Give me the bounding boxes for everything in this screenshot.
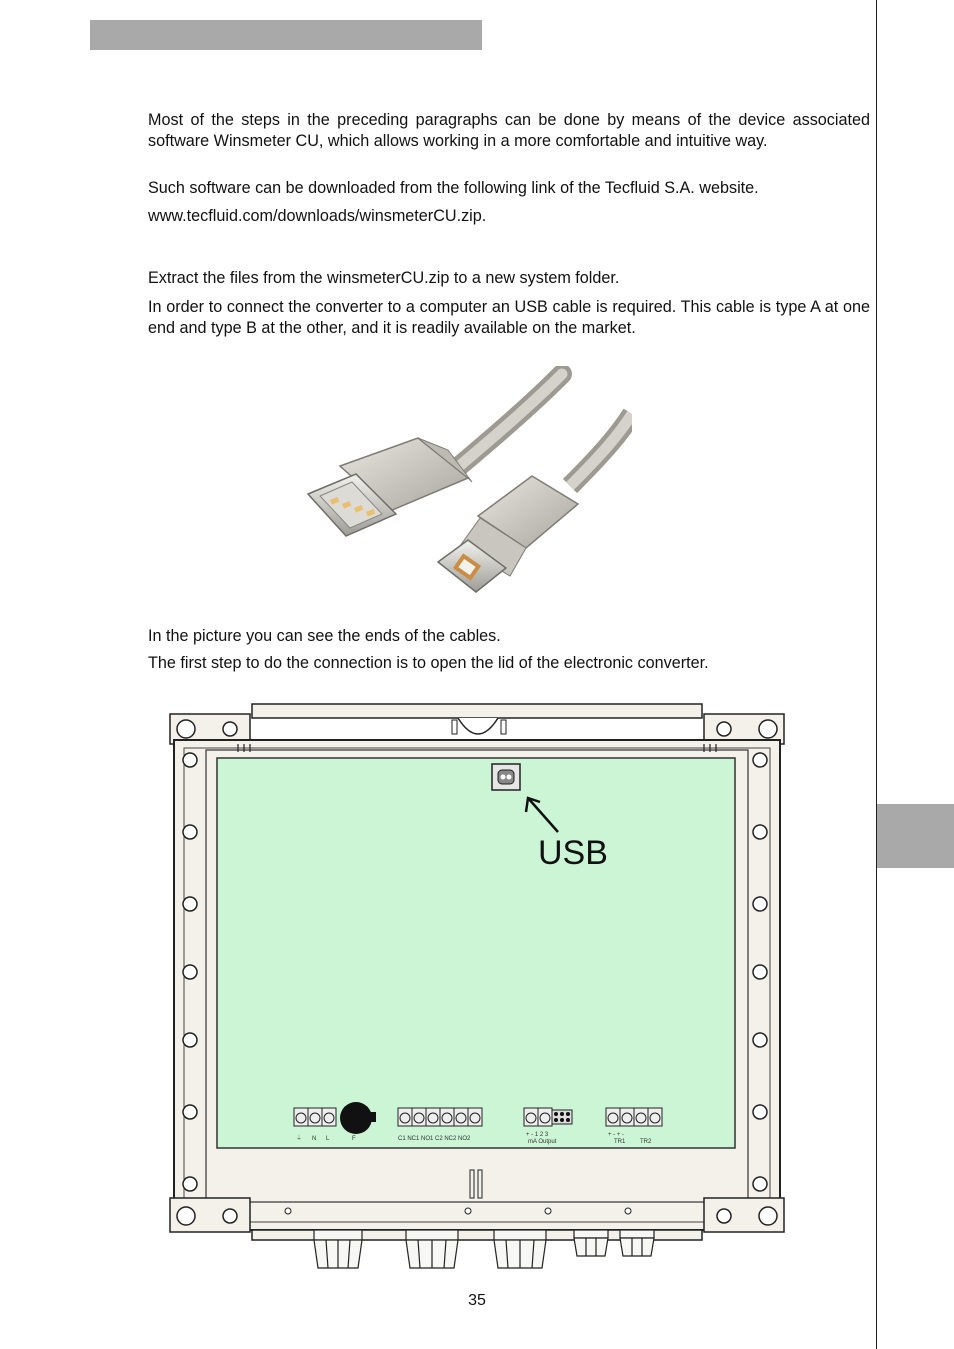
terminal-label-relays: C1 NC1 NO1 C2 NC2 NO2 [398,1136,471,1142]
chapter-side-tab [877,804,954,868]
terminal-label-tr2: TR2 [640,1139,652,1145]
header-bar [90,20,482,50]
paragraph-usb-cable: In order to connect the converter to a computer an USB cable is required. This cable is type A at one end and type B at the other, and it is readily available on the market. [148,298,870,337]
terminal-label-l: L [326,1136,330,1142]
paragraph-download: Such software can be downloaded from the following link of the Tecfluid S.A. website. [148,179,759,197]
usb-cable-photo [300,366,632,606]
terminal-label-output: mA Output [528,1139,557,1145]
usb-label: USB [538,834,608,872]
terminal-label-output-signs: + - 1 2 3 [526,1132,549,1138]
paragraph-open-lid: The first step to do the connection is to open the lid of the electronic converter. [148,654,709,672]
svg-text:⏚: ⏚ [296,1136,303,1142]
download-link[interactable]: www.tecfluid.com/downloads/winsmeterCU.zip. [148,207,487,225]
page-number: 35 [468,1292,486,1309]
converter-diagram [168,700,786,1276]
paragraph-cable-ends: In the picture you can see the ends of the cables. [148,627,501,645]
terminal-label-tr1: TR1 [614,1139,626,1145]
paragraph-extract: Extract the files from the winsmeterCU.zip to a new system folder. [148,269,620,287]
paragraph-winsmeter-intro: Most of the steps in the preceding paragraphs can be done by means of the device associated software Winsmeter CU, which allows working in a more comfortable and intuitive way. [148,111,870,150]
right-margin-rule [876,0,877,1349]
terminal-label-n: N [312,1136,317,1142]
terminal-label-f: F [352,1136,356,1142]
terminal-label-tr-signs: + - + - [608,1132,625,1138]
